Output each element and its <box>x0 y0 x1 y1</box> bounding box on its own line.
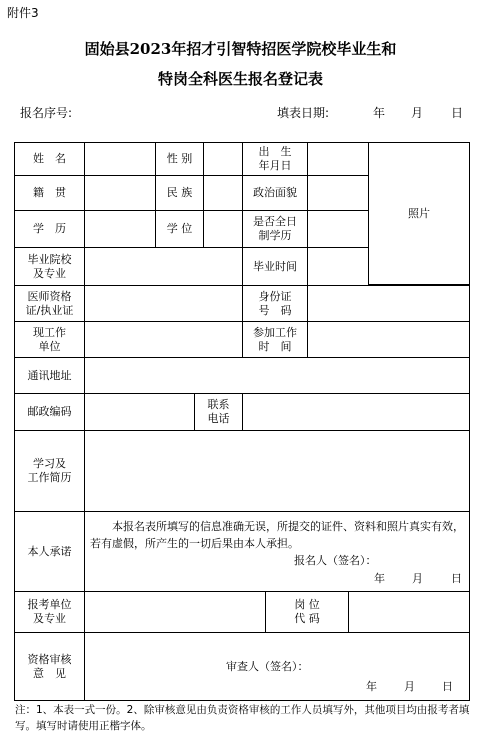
ethnic-label: 民 族 <box>155 175 204 211</box>
date-year: 年 <box>373 106 386 120</box>
work-unit-label: 现工作 单位 <box>14 321 85 358</box>
postcode-label: 邮政编码 <box>14 393 85 431</box>
phone-field[interactable] <box>242 393 470 431</box>
post-code-field[interactable] <box>348 591 470 633</box>
graduation-time-field[interactable] <box>307 247 369 286</box>
review-sign-year: 年 <box>366 680 377 693</box>
name-label: 姓 名 <box>14 142 85 176</box>
fulltime-field[interactable] <box>307 210 369 248</box>
resume-field[interactable] <box>84 430 470 512</box>
form-title-line2: 特岗全科医生报名登记表 <box>157 70 323 88</box>
applicant-sign-day: 日 <box>451 572 462 585</box>
education-field[interactable] <box>84 210 156 248</box>
postcode-field[interactable] <box>84 393 195 431</box>
gender-field[interactable] <box>203 142 243 176</box>
form-title-line1: 固始县2023年招才引智特招医学院校毕业生和 <box>84 40 397 58</box>
id-number-label: 身份证 号 码 <box>242 285 308 322</box>
resume-label: 学习及 工作简历 <box>14 430 85 512</box>
name-field[interactable] <box>84 142 156 176</box>
applicant-sign-month: 月 <box>412 572 423 585</box>
apply-unit-field[interactable] <box>84 591 266 633</box>
school-field[interactable] <box>84 247 243 286</box>
registration-number-label: 报名序号: <box>20 106 73 120</box>
fulltime-label: 是否全日 制学历 <box>242 210 308 248</box>
attachment-label: 附件3 <box>7 6 39 20</box>
reviewer-sign-label: 审查人（签名）： <box>226 660 309 673</box>
review-sign-day: 日 <box>442 680 453 693</box>
review-sign-month: 月 <box>404 680 415 693</box>
education-label: 学 历 <box>14 210 85 248</box>
photo-label: 照片 <box>408 206 430 220</box>
native-label: 籍 贯 <box>14 175 85 211</box>
political-label: 政治面貌 <box>242 175 308 211</box>
birth-label: 出 生 年月日 <box>242 142 308 176</box>
degree-field[interactable] <box>203 210 243 248</box>
promise-label: 本人承诺 <box>14 511 85 592</box>
gender-label: 性 别 <box>155 142 204 176</box>
ethnic-field[interactable] <box>203 175 243 211</box>
review-label: 资格审核 意 见 <box>14 632 85 701</box>
certificate-field[interactable] <box>84 285 243 322</box>
phone-label: 联系 电话 <box>194 393 243 431</box>
work-time-field[interactable] <box>307 321 470 358</box>
address-field[interactable] <box>84 357 470 394</box>
birth-field[interactable] <box>307 142 369 176</box>
work-time-label: 参加工作 时 间 <box>242 321 308 358</box>
political-field[interactable] <box>307 175 369 211</box>
date-month: 月 <box>411 106 424 120</box>
photo-box[interactable] <box>368 142 470 285</box>
applicant-sign-label: 报名人（签名）： <box>294 554 377 567</box>
apply-unit-label: 报考单位 及专业 <box>14 591 85 633</box>
work-unit-field[interactable] <box>84 321 243 358</box>
certificate-label: 医师资格 证/执业证 <box>14 285 85 322</box>
id-number-field[interactable] <box>307 285 470 322</box>
school-label: 毕业院校 及专业 <box>14 247 85 286</box>
footnote: 注：1、本表一式一份。2、除审核意见由负责资格审核的工作人员填写外，其他项目均由报考者填写。填写时请使用正楷字体。 <box>15 704 470 732</box>
graduation-time-label: 毕业时间 <box>242 247 308 286</box>
degree-label: 学 位 <box>155 210 204 248</box>
applicant-sign-year: 年 <box>374 572 385 585</box>
date-day: 日 <box>451 106 464 120</box>
native-field[interactable] <box>84 175 156 211</box>
post-code-label: 岗 位 代 码 <box>265 591 349 633</box>
promise-text: 本报名表所填写的信息准确无误，所提交的证件、资料和照片真实有效，若有虚假，所产生的一切后果由本人承担。 <box>90 520 464 550</box>
address-label: 通讯地址 <box>14 357 85 394</box>
fill-date-label: 填表日期: <box>277 106 330 120</box>
